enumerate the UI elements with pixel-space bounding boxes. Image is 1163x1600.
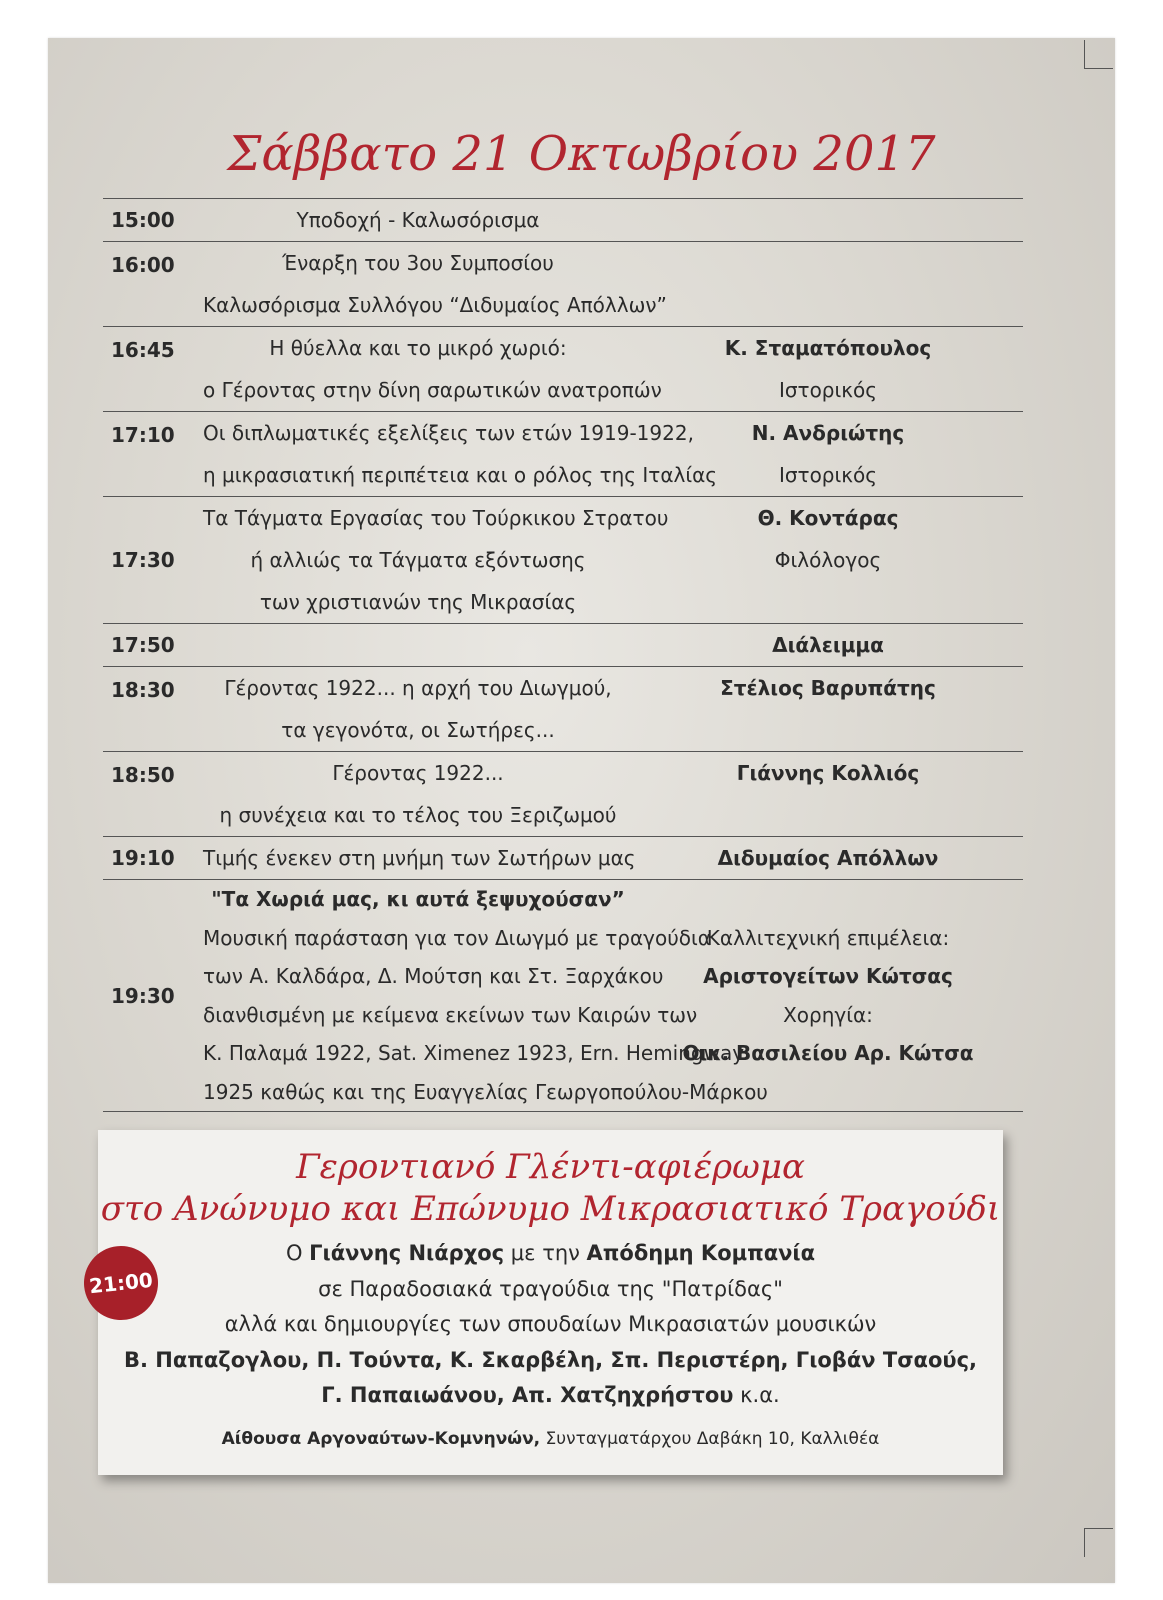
event-performer-line: Ο Γιάννης Νιάρχος με την Απόδημη Κομπανία [285, 1241, 816, 1265]
row-time: 19:10 [111, 846, 175, 870]
row-talk: Τιμής ένεκεν στη μνήμη των Σωτήρων μας [203, 846, 636, 870]
row-time: 15:00 [111, 208, 175, 232]
row-talk: Έναρξη του 3ου Συμποσίου Καλωσόρισμα Συλλόγου “Διδυμαίος Απόλλων” [203, 251, 667, 317]
row-time: 16:00 [111, 253, 175, 277]
row-speaker: Ν. Ανδριώτης Ιστορικός [751, 421, 905, 487]
event-description [98, 1236, 1003, 1457]
event-composers: Β. Παπαζογλου, Π. Τούντα, Κ. Σκαρβέλη, Σπ. Περιστέρη, Γιοβάν Τσαούς, [123, 1347, 978, 1372]
schedule-row [103, 496, 1023, 623]
row-time: 19:30 [111, 983, 175, 1008]
event-time-badge: 21:00 [80, 1242, 161, 1323]
row-talk: Υποδοχή - Καλωσόρισμα [296, 208, 540, 232]
row-talk: Τα Τάγματα Εργασίας του Τούρκικου Στρατου ή αλλιώς τα Τάγματα εξόντωσης των χριστιανών της Μικρασίας [203, 506, 669, 614]
schedule-row [103, 198, 1023, 241]
row-time: 17:10 [111, 423, 175, 447]
event-venue: Αίθουσα Αργοναύτων-Κομνηνών, Συνταγματάρχου Δαβάκη 10, Καλλιθέα [221, 1428, 880, 1449]
row-talk: Γέροντας 1922... η αρχή του Διωγμού, τα γεγονότα, οι Σωτήρες... [224, 676, 612, 742]
event-composers: Γ. Παπαιωάνου, Απ. Χατζηχρήστου κ.α. [321, 1383, 780, 1407]
schedule-row [103, 836, 1023, 879]
row-talk: Οι διπλωματικές εξελίξεις των ετών 1919-1922, η μικρασιατική περιπέτεια και ο ρόλος της Ιταλίας [203, 421, 718, 487]
row-speaker: Διδυμαίος Απόλλων [717, 846, 939, 870]
row-time: 17:30 [111, 548, 175, 572]
row-speaker: Γιάννης Κολλιός [736, 761, 920, 785]
crop-mark-top-right [1084, 40, 1113, 69]
row-talk: Η θύελλα και το μικρό χωριό: ο Γέροντας στην δίνη σαρωτικών ανατροπών [203, 336, 662, 402]
schedule-table [103, 198, 1023, 1112]
schedule-row [103, 411, 1023, 496]
event-title-line1: Γεροντιανό Γλέντι-αφιέρωμα [296, 1147, 805, 1187]
event-line: αλλά και δημιουργίες των σπουδαίων Μικρασιατών μουσικών [224, 1312, 877, 1336]
event-title-line2: στο Ανώνυμο και Επώνυμο Μικρασιατικό Τραγούδι [100, 1189, 1001, 1229]
schedule-row [103, 623, 1023, 666]
crop-mark-bottom-right [1084, 1528, 1113, 1557]
evening-event-box [98, 1130, 1003, 1475]
schedule-row [103, 751, 1023, 836]
row-talk: "Τα Χωριά μας, κι αυτά ξεψυχούσαν” Μουσική παράσταση για τον Διωγμό με τραγούδια των Α. Καλδάρα, Δ. Μούτση και Στ. Ξαρχάκου διανθισμένη με κείμενα εκείνων των Καιρών των Κ. Παλαμά 1922, Sat. Ximenez 1923, Ern. Hemingway 1925 καθώς και της Ευαγγελίας Γεωργοπούλου-Μάρκου [203, 887, 768, 1104]
row-speaker: Στέλιος Βαρυπάτης [720, 676, 936, 700]
row-time: 16:45 [111, 338, 175, 362]
row-speaker: Θ. Κοντάρας Φιλόλογος [757, 506, 899, 572]
row-time: 18:50 [111, 763, 175, 787]
row-speaker: Κ. Σταματόπουλος Ιστορικός [724, 336, 932, 402]
schedule-row [103, 241, 1023, 326]
row-talk: Γέροντας 1922... η συνέχεια και το τέλος του Ξεριζωμού [219, 761, 617, 827]
event-line: σε Παραδοσιακά τραγούδια της "Πατρίδας" [318, 1276, 783, 1301]
row-speaker: Καλλιτεχνική επιμέλεια: Αριστογείτων Κώτσας Χορηγία: Οικ. Βασιλείου Αρ. Κώτσα [682, 925, 974, 1065]
schedule-row [103, 879, 1023, 1112]
row-time: 18:30 [111, 678, 175, 702]
poster [48, 38, 1115, 1583]
schedule-row [103, 666, 1023, 751]
row-speaker: Διάλειμμα [772, 633, 884, 657]
row-time: 17:50 [111, 633, 175, 657]
schedule-row [103, 326, 1023, 411]
poster-title: Σάββατο 21 Οκτωβρίου 2017 [227, 126, 936, 182]
